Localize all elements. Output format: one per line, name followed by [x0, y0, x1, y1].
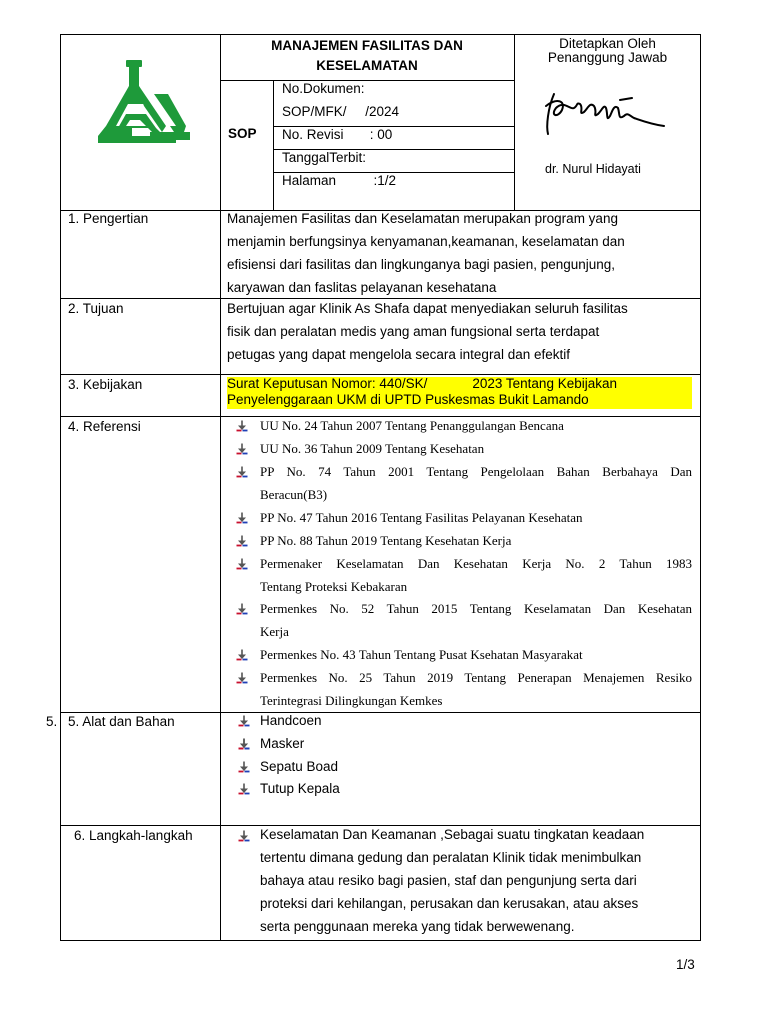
approved-by-line1: Ditetapkan Oleh	[559, 36, 656, 51]
referensi-item: Permenaker Keselamatan Dan Kesehatan Kerja No. 2 Tahun 1983	[260, 556, 692, 571]
kebijakan-line: Penyelenggaraan UKM di UPTD Puskesmas Bukit Lamando	[227, 392, 589, 407]
doc-number-value: SOP/MFK/ /2024	[282, 104, 400, 119]
outer-section-number: 5.	[46, 714, 58, 729]
pengertian-line: Manajemen Fasilitas dan Keselamatan merupakan program yang	[227, 211, 618, 226]
referensi-item-continued: Terintegrasi Dilingkungan Kemkes	[260, 693, 443, 708]
referensi-item: Permenkes No. 52 Tahun 2015 Tentang Keselamatan Dan Kesehatan	[260, 601, 692, 616]
issue-date: TanggalTerbit:	[282, 150, 367, 165]
arrow-bullet-icon	[236, 603, 248, 615]
approved-by-line2: Penanggung Jawab	[547, 50, 668, 65]
langkah-line: Keselamatan Dan Keamanan ,Sebagai suatu tingkatan keadaan	[260, 827, 645, 842]
arrow-bullet-icon	[238, 738, 250, 750]
referensi-item: PP No. 47 Tahun 2016 Tentang Fasilitas Pelayanan Kesehatan	[260, 510, 583, 525]
divider	[60, 374, 701, 375]
referensi-item: UU No. 24 Tahun 2007 Tentang Penanggulangan Bencana	[260, 418, 564, 433]
alat-item: Sepatu Boad	[260, 759, 339, 774]
referensi-item: Permenkes No. 43 Tahun Tentang Pusat Ksehatan Masyarakat	[260, 647, 583, 662]
referensi-item-continued: Beracun(B3)	[260, 487, 328, 502]
document-title-line1: MANAJEMEN FASILITAS DAN	[271, 38, 463, 53]
tujuan-line: petugas yang dapat mengelola secara integral dan efektif	[227, 347, 570, 362]
arrow-bullet-icon	[236, 420, 248, 432]
divider	[273, 80, 274, 211]
arrow-bullet-icon	[238, 830, 250, 842]
page-reference: Halaman :1/2	[282, 173, 397, 188]
langkah-line: tertentu dimana gedung dan peralatan Klinik tidak menimbulkan	[260, 850, 642, 865]
arrow-bullet-icon	[236, 558, 248, 570]
section-label-referensi: 4. Referensi	[68, 419, 141, 434]
langkah-line: bahaya atau resiko bagi pasien, staf dan pengunjung serta dari	[260, 873, 637, 888]
tujuan-line: Bertujuan agar Klinik As Shafa dapat menyediakan seluruh fasilitas	[227, 301, 628, 316]
arrow-bullet-icon	[236, 535, 248, 547]
section-label-langkah: 6. Langkah-langkah	[74, 828, 193, 843]
referensi-item: Permenkes No. 25 Tahun 2019 Tentang Penerapan Menajemen Resiko	[260, 670, 692, 685]
arrow-bullet-icon	[236, 443, 248, 455]
signature	[540, 86, 680, 142]
arrow-bullet-icon	[236, 512, 248, 524]
alat-item: Masker	[260, 736, 305, 751]
referensi-item: PP No. 74 Tahun 2001 Tentang Pengelolaan Bahan Berbahaya Dan	[260, 464, 692, 479]
divider	[220, 80, 514, 81]
section-label-kebijakan: 3. Kebijakan	[68, 377, 143, 392]
flask-logo	[96, 56, 192, 146]
referensi-item-continued: Tentang Proteksi Kebakaran	[260, 579, 408, 594]
page-number: 1/3	[676, 957, 695, 972]
pengertian-line: menjamin berfungsinya kenyamanan,keamanan, keselamatan dan	[227, 234, 625, 249]
arrow-bullet-icon	[238, 715, 250, 727]
kebijakan-line: Surat Keputusan Nomor: 440/SK/ 2023 Tentang Kebijakan	[227, 376, 617, 391]
referensi-item: PP No. 88 Tahun 2019 Tentang Kesehatan Kerja	[260, 533, 512, 548]
arrow-bullet-icon	[236, 649, 248, 661]
divider	[220, 210, 221, 941]
document-title-line2: KESELAMATAN	[316, 58, 418, 73]
arrow-bullet-icon	[236, 466, 248, 478]
langkah-line: proteksi dari kehilangan, perusakan dan kerusakan, atau akses	[260, 896, 639, 911]
referensi-item-continued: Kerja	[260, 624, 289, 639]
section-label-tujuan: 2. Tujuan	[68, 301, 124, 316]
langkah-line: serta penggunaan mereka yang tidak berwewenang.	[260, 919, 575, 934]
pengertian-line: karyawan dan faslitas pelayanan kesehatana	[227, 280, 497, 295]
referensi-item: UU No. 36 Tahun 2009 Tentang Kesehatan	[260, 441, 485, 456]
revision-number: No. Revisi : 00	[282, 127, 393, 142]
pengertian-line: efisiensi dari fasilitas dan lingkunganya bagi pasien, pengunjung,	[227, 257, 616, 272]
arrow-bullet-icon	[238, 761, 250, 773]
divider	[60, 712, 701, 713]
tujuan-line: fisik dan peralatan medis yang aman fungsional serta terdapat	[227, 324, 600, 339]
section-label-pengertian: 1. Pengertian	[68, 211, 149, 226]
arrow-bullet-icon	[238, 783, 250, 795]
alat-item: Tutup Kepala	[260, 781, 340, 796]
arrow-bullet-icon	[236, 672, 248, 684]
section-label-alat: 5. Alat dan Bahan	[68, 714, 175, 729]
sop-label: SOP	[228, 126, 257, 141]
alat-item: Handcoen	[260, 713, 322, 728]
doc-number-label: No.Dokumen:	[282, 81, 365, 96]
signatory-name: dr. Nurul Hidayati	[545, 162, 641, 176]
